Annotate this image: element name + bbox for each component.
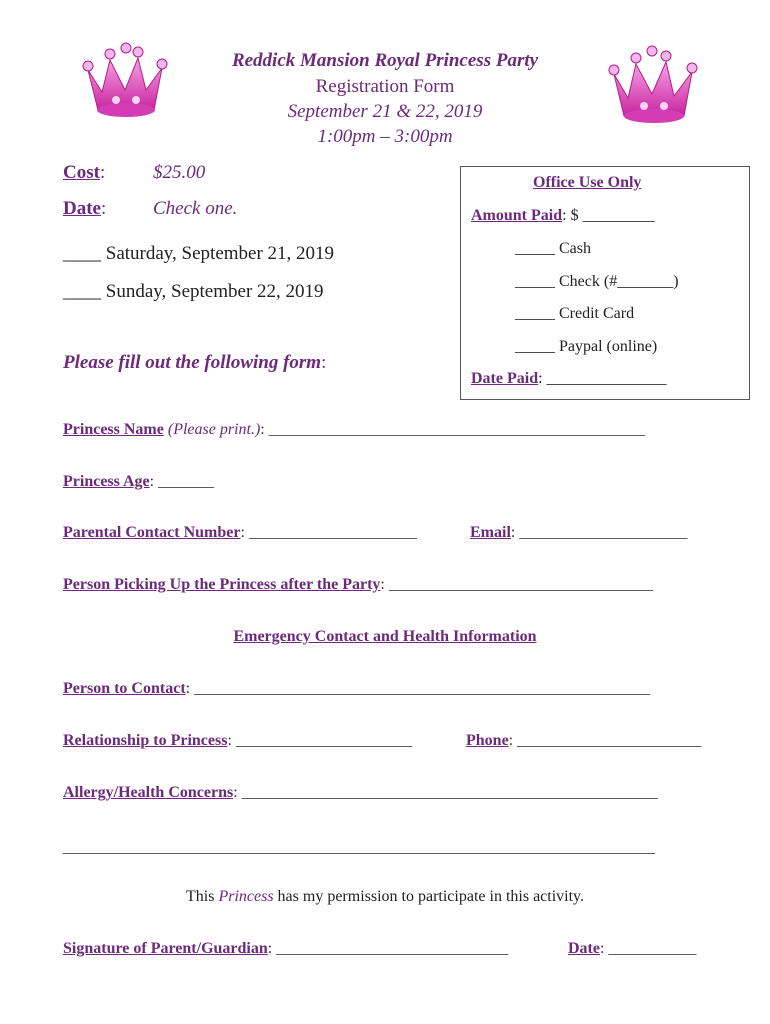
princess-name-field[interactable]: Princess Name (Please print.): _______________________________________________ [63, 421, 645, 438]
method-paypal[interactable]: _____ Paypal (online) [515, 338, 658, 355]
fill-prompt: Please fill out the following form: [63, 352, 327, 373]
method-cash[interactable]: _____ Cash [515, 240, 591, 257]
date-hint: Check one. [153, 198, 238, 219]
allergy-extra-line[interactable]: __________________________________________________________________________ [63, 839, 655, 856]
method-credit-card[interactable]: _____ Credit Card [515, 305, 635, 322]
checkbox-blank: ____ [63, 243, 101, 264]
relationship-field[interactable]: Relationship to Princess: ______________________ [63, 732, 412, 749]
pickup-person-field[interactable]: Person Picking Up the Princess after the Party: _________________________________ [63, 576, 653, 593]
permission-statement: This Princess has my permission to participate in this activity. [185, 888, 585, 905]
event-dates: September 21 & 22, 2019 [287, 101, 483, 122]
amount-paid-row[interactable]: Amount Paid: $ _________ [471, 207, 655, 224]
office-title: Office Use Only [533, 174, 642, 191]
date-option-label: Sunday, September 22, 2019 [105, 281, 324, 302]
date-option-label: Saturday, September 21, 2019 [105, 243, 335, 264]
princess-age-field[interactable]: Princess Age: _______ [63, 473, 215, 490]
allergy-field[interactable]: Allergy/Health Concerns: ____________________________________________________ [63, 784, 658, 801]
signature-date-field[interactable]: Date: ___________ [568, 940, 697, 957]
parent-contact-field[interactable]: Parental Contact Number: _____________________ [63, 524, 417, 541]
emergency-heading: Emergency Contact and Health Information [233, 628, 537, 645]
checkbox-blank: ____ [63, 281, 101, 302]
signature-field[interactable]: Signature of Parent/Guardian: _____________________________ [63, 940, 509, 957]
form-subtitle: Registration Form [315, 76, 455, 97]
method-check[interactable]: _____ Check (#_______) [515, 273, 679, 290]
date-option-saturday[interactable] [63, 243, 334, 265]
cost-row: Cost: [63, 162, 106, 183]
phone-field[interactable]: Phone: _______________________ [466, 732, 702, 749]
date-label: Date [63, 198, 101, 219]
date-paid-row[interactable]: Date Paid: _______________ [471, 370, 667, 387]
date-option-sunday[interactable] [63, 281, 324, 303]
cost-value: $25.00 [153, 162, 206, 183]
office-use-box [460, 166, 750, 400]
date-row: Date: [63, 198, 107, 219]
cost-label: Cost [63, 162, 100, 183]
email-field[interactable]: Email: _____________________ [470, 524, 688, 541]
person-to-contact-field[interactable]: Person to Contact: _________________________________________________________ [63, 680, 651, 697]
event-time: 1:00pm – 3:00pm [317, 126, 453, 147]
event-title: Reddick Mansion Royal Princess Party [231, 50, 539, 71]
